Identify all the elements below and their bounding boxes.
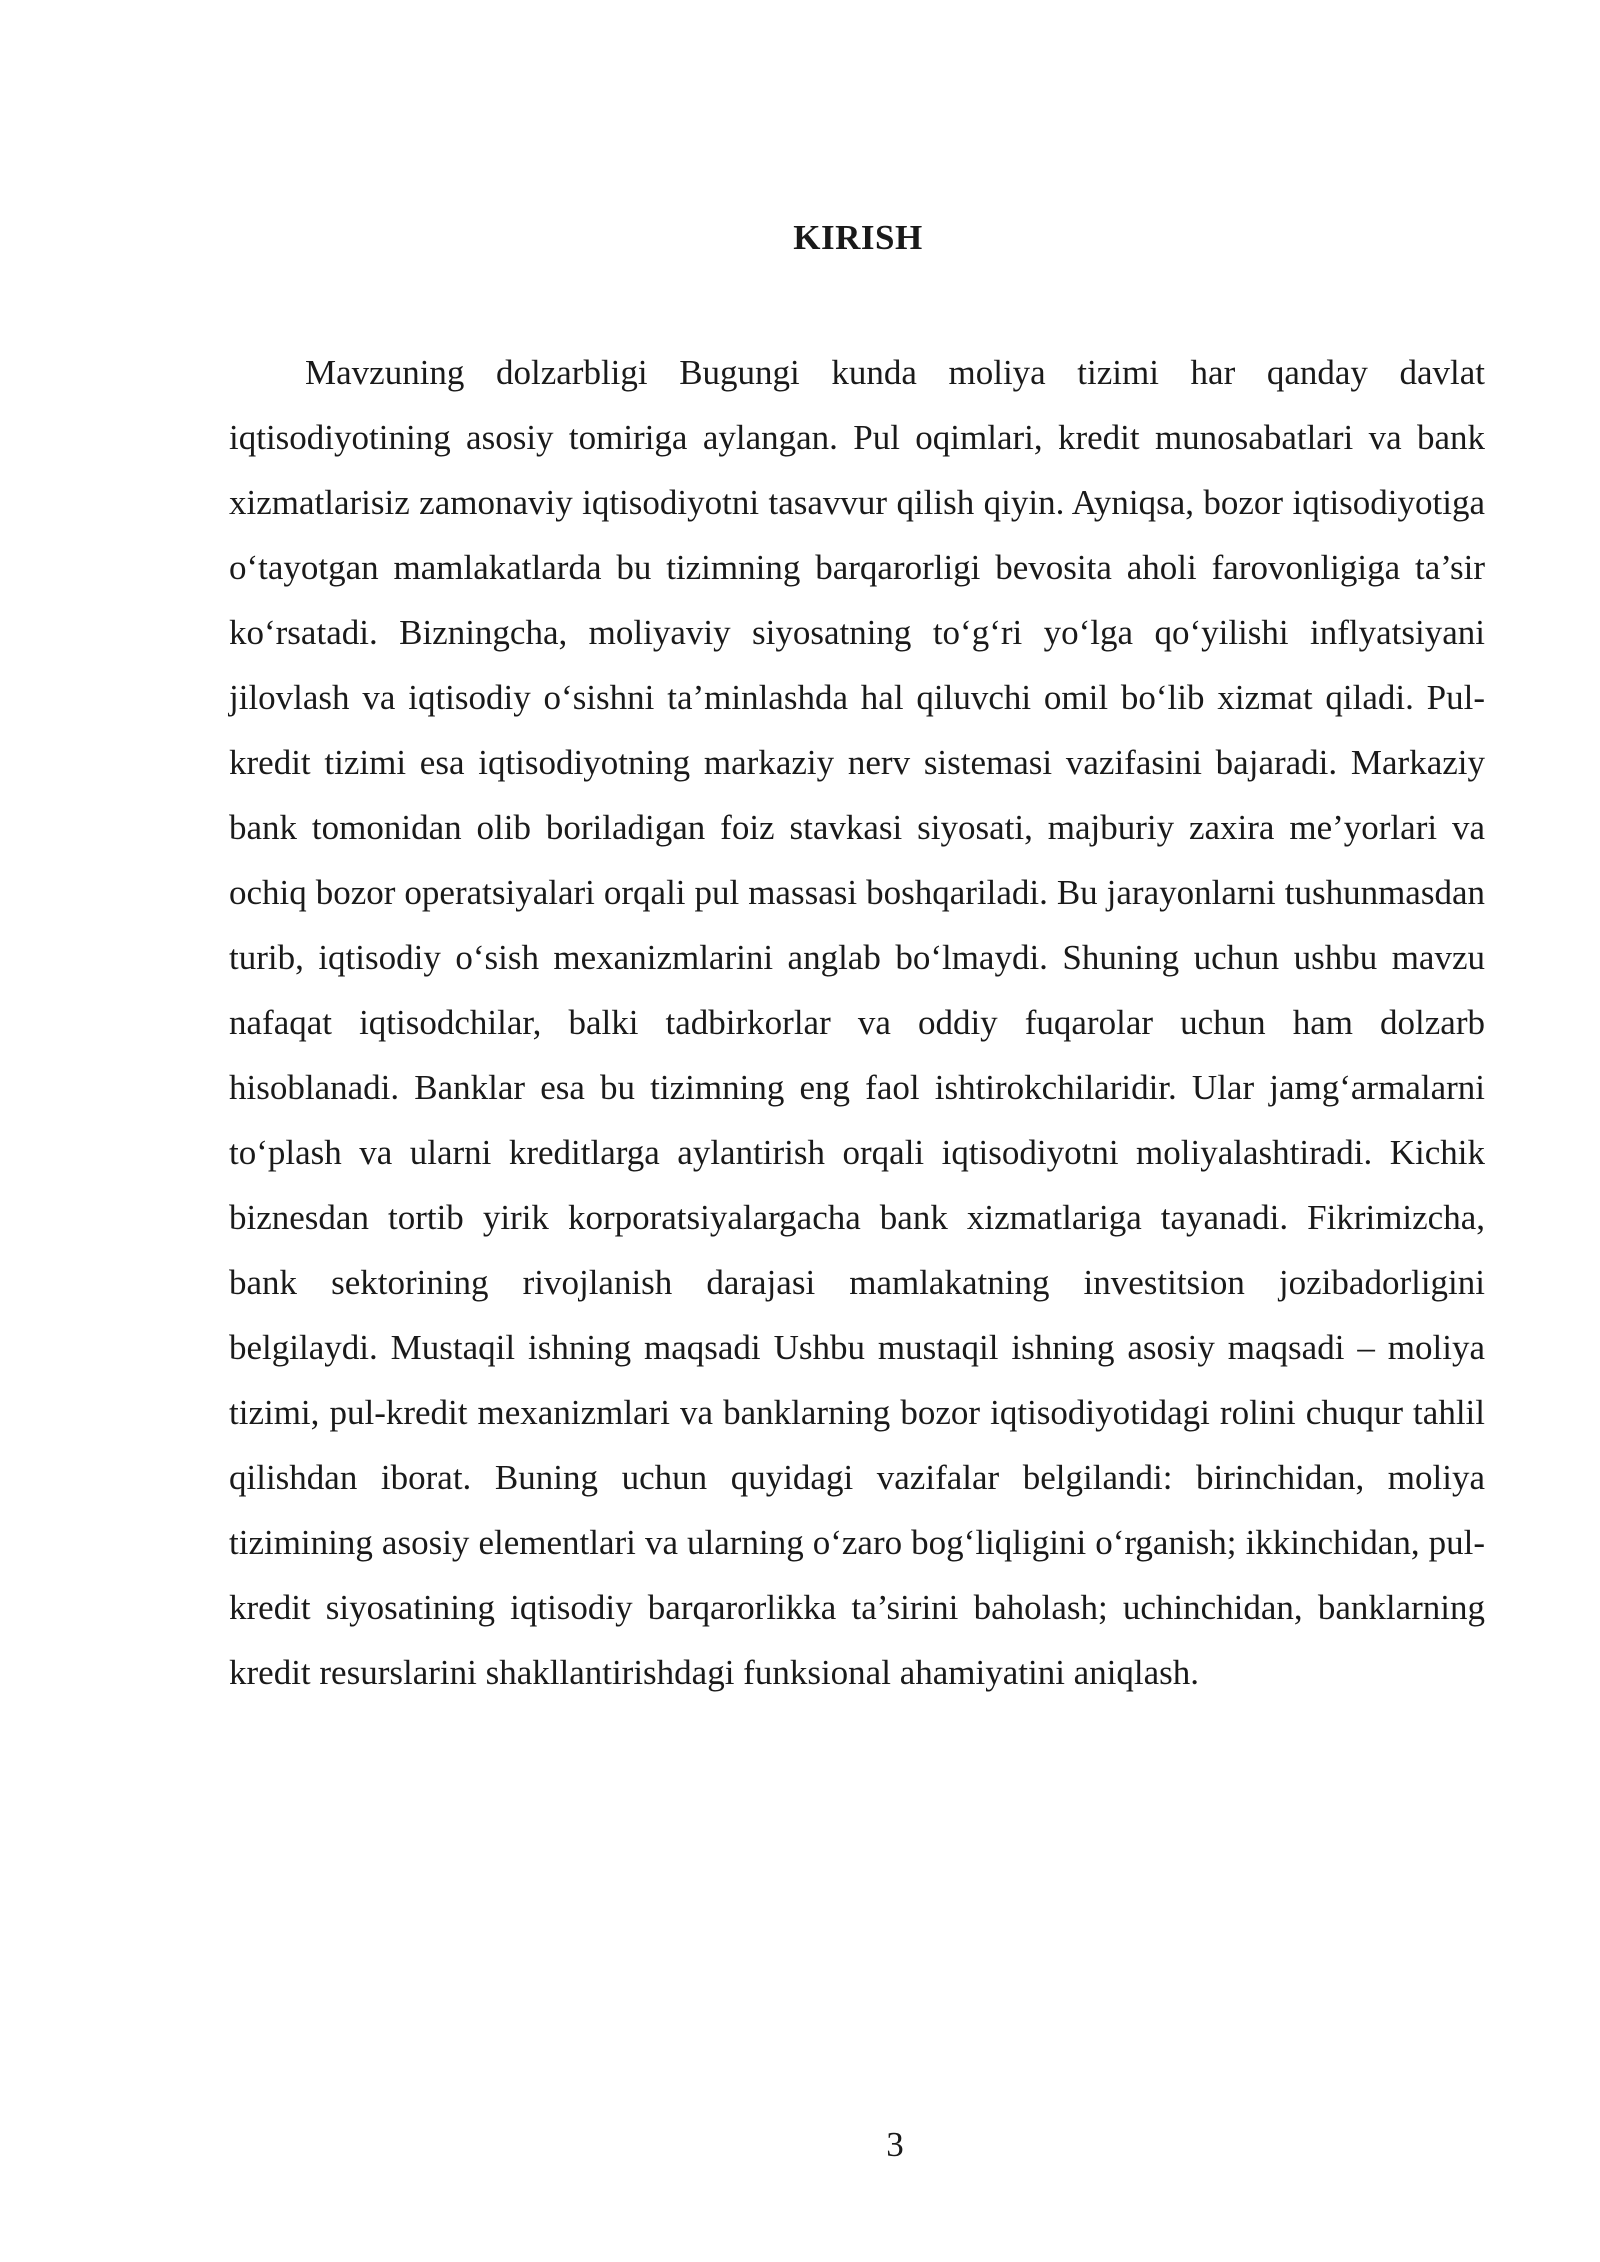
page-title: KIRISH <box>793 218 923 257</box>
page-number: 3 <box>886 2125 904 2164</box>
body-paragraph: Mavzuning dolzarbligi Bugungi kunda moliya tizimi har qanday davlat iqtisodiyotining asosiy tomiriga aylangan. Pul oqimlari, kredit munosabatlari va bank xizmatlarisiz zamonaviy iqtisodiyotni tasavvur qilish qiyin. Ayniqsa, bozor iqtisodiyotiga o‘tayotgan mamlakatlarda bu tizimning barqarorligi bevosita aholi farovonligiga ta’sir ko‘rsatadi. Bizningcha, moliyaviy siyosatning to‘g‘ri yo‘lga qo‘yilishi inflyatsiyani jilovlash va iqtisodiy o‘sishni ta’minlashda hal qiluvchi omil bo‘lib xizmat qiladi. Pul-kredit tizimi esa iqtisodiyotning markaziy nerv sistemasi vazifasini bajaradi. Markaziy bank tomonidan olib boriladigan foiz stavkasi siyosati, majburiy zaxira me’yorlari va ochiq bozor operatsiyalari orqali pul massasi boshqariladi. Bu jarayonlarni tushunmasdan turib, iqtisodiy o‘sish mexanizmlarini anglab bo‘lmaydi. Shuning uchun ushbu mavzu nafaqat iqtisodchilar, balki tadbirkorlar va oddiy fuqarolar uchun ham dolzarb hisoblanadi. Banklar esa bu tizimning eng faol ishtirokchilaridir. Ular jamg‘armalarni to‘plash va ularni kreditlarga aylantirish orqali iqtisodiyotni moliyalashtiradi. Kichik biznesdan tortib yirik korporatsiyalargacha bank xizmatlariga tayanadi. Fikrimizcha, bank sektorining rivojlanish darajasi mamlakatning investitsion jozibadorligini belgilaydi. Mustaqil ishning maqsadi Ushbu mustaqil ishning asosiy maqsadi – moliya tizimi, pul-kredit mexanizmlari va banklarning bozor iqtisodiyotidagi rolini chuqur tahlil qilishdan iborat. Buning uchun quyidagi vazifalar belgilandi: birinchidan, moliya tizimining asosiy elementlari va ularning o‘zaro bog‘liqligini o‘rganish; ikkinchidan, pul-kredit siyosatining iqtisodiy barqarorlikka ta’sirini baholash; uchinchidan, banklarning kredit resurslarini shakllantirishdagi funksional ahamiyatini aniqlash. <box>229 353 1485 1692</box>
